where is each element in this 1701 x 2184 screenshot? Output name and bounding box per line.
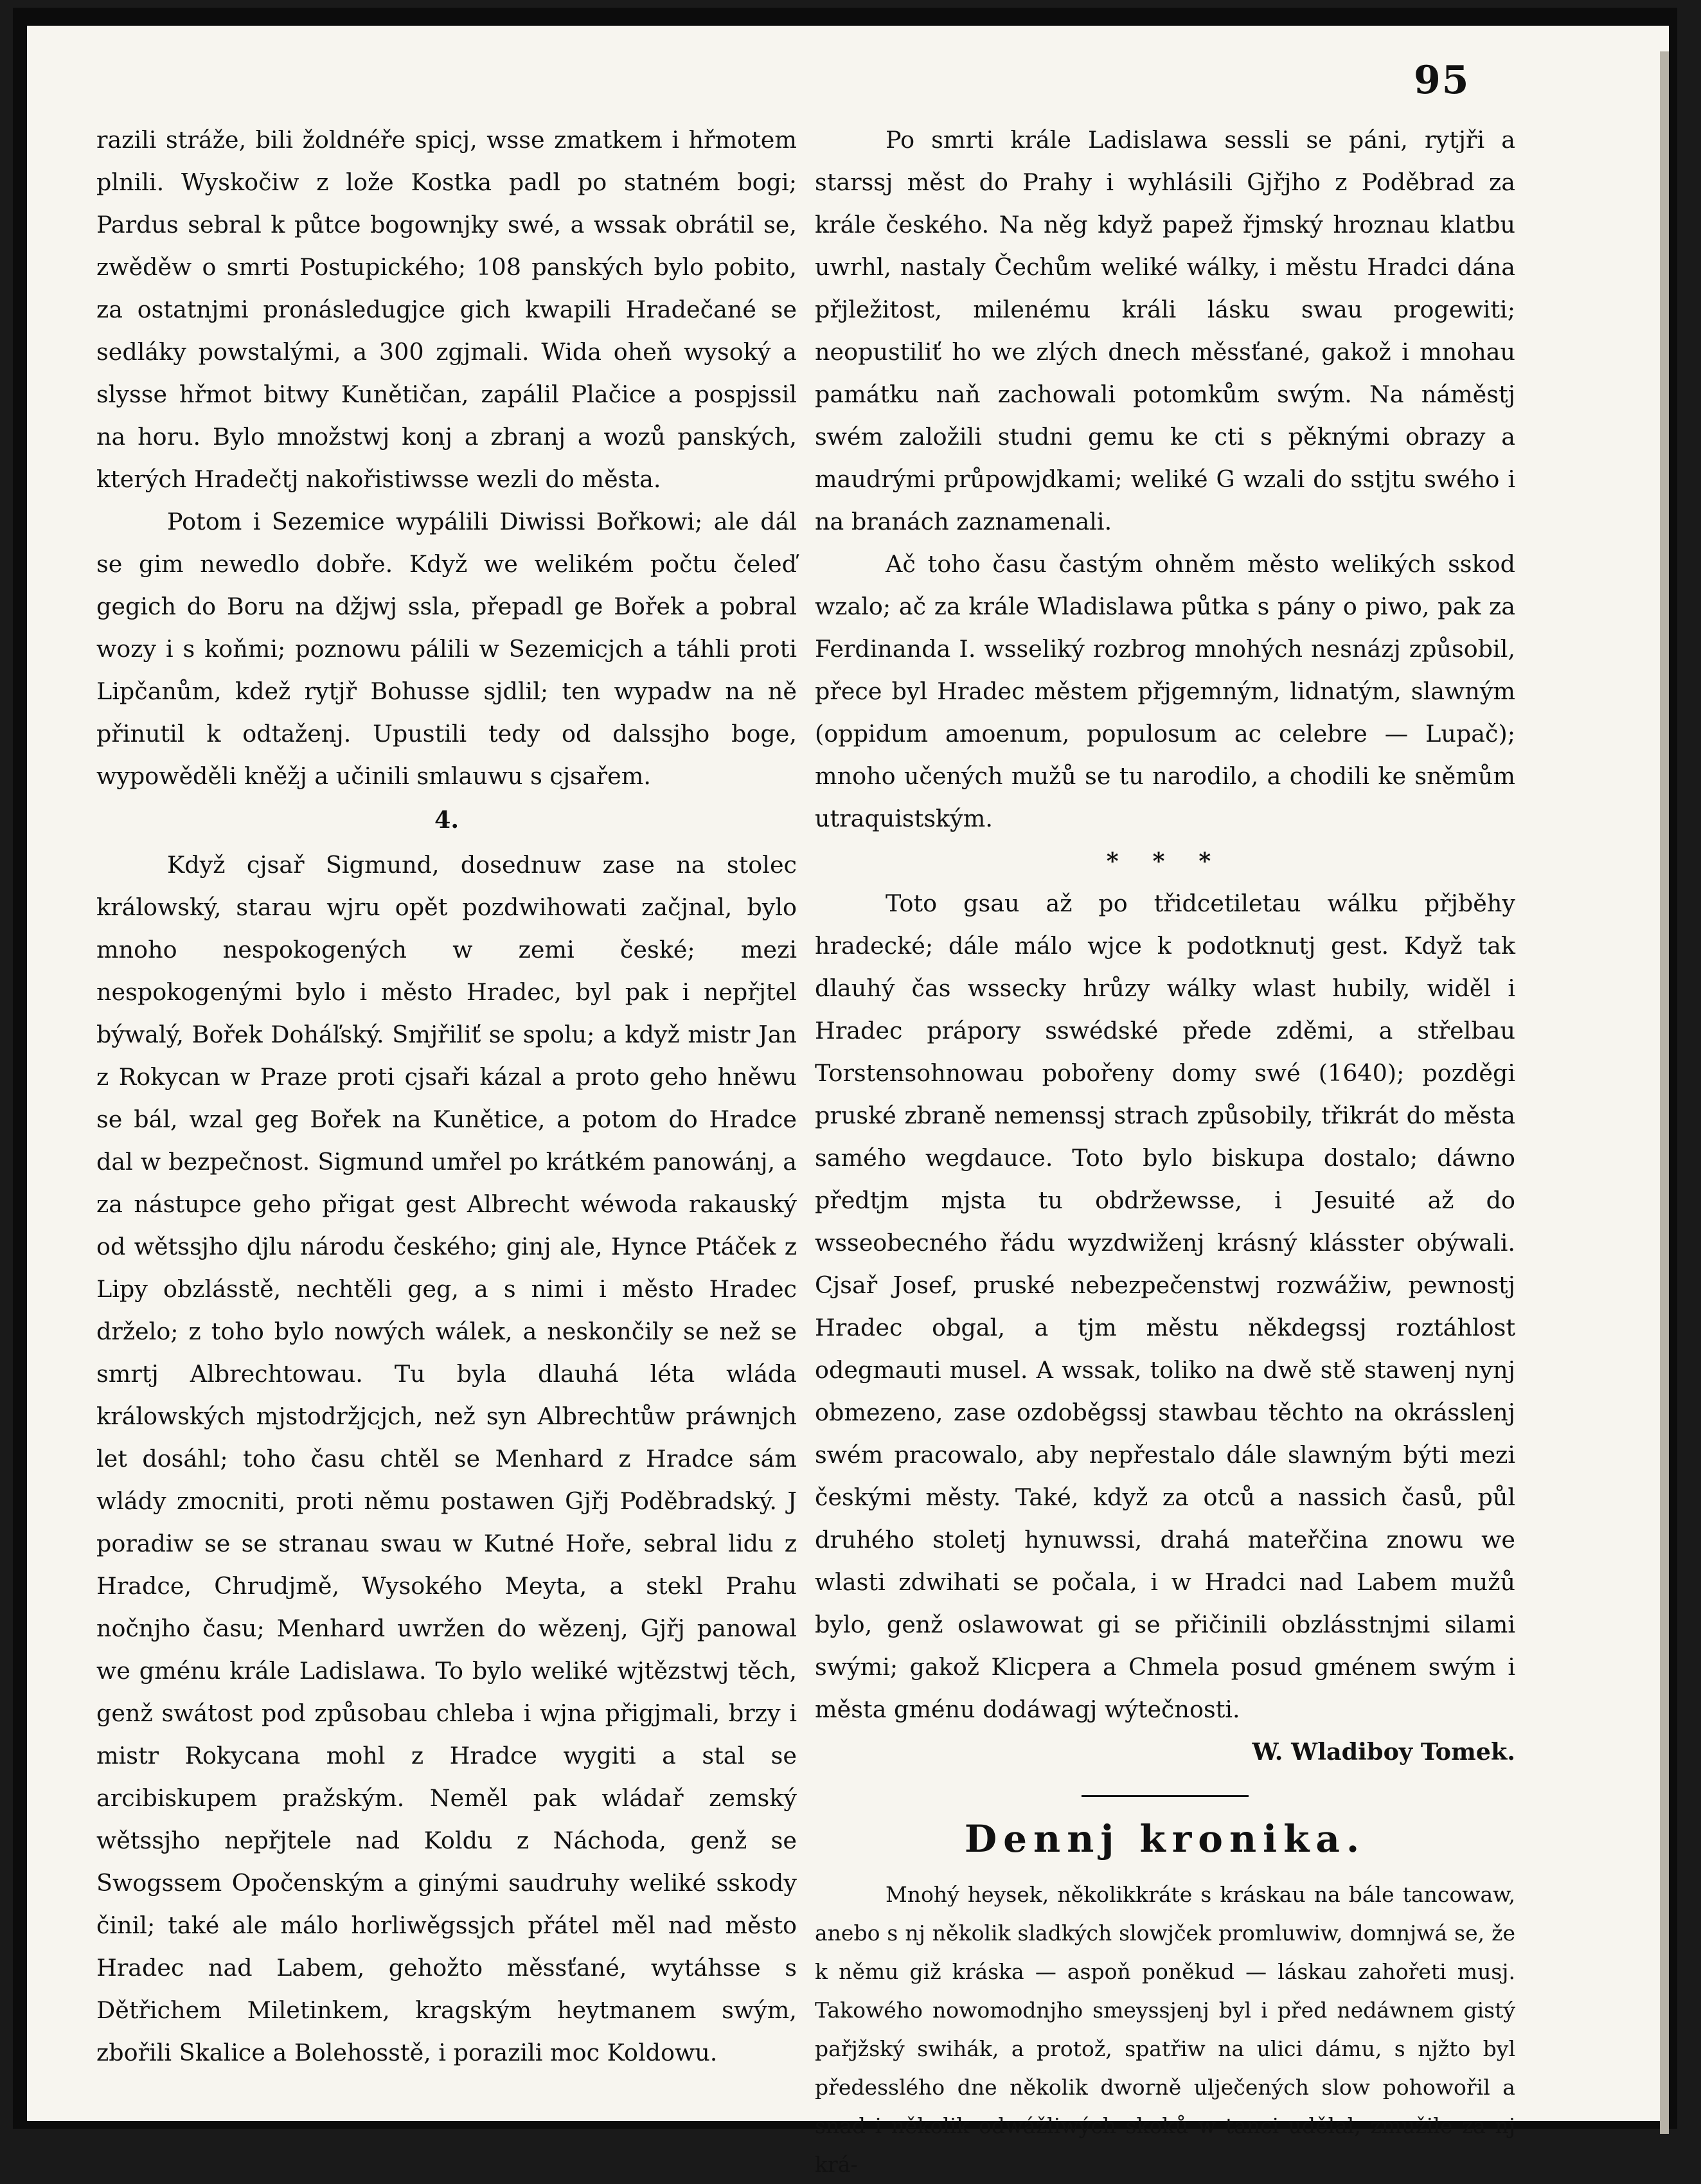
- right-column: [815, 119, 1515, 2184]
- paragraph: Potom i Sezemice wypálili Diwissi Bořkowi; ale dál se gim newedlo dobře. Když we welikém počtu čeleď gegich do Boru na džjwj ssla, přepadl ge Bořek a pobral wozy i s koňmi; poznowu pálili w Sezemicjch a táhli proti Lipčanům, kdež rytjř Bohusse sjdlil; ten wypadw na ně přinutil k odtaženj. Upustili tedy od dalssjho boge, wypowěděli kněžj a učinili smlauwu s cjsařem.: [96, 508, 797, 790]
- paragraph: Po smrti krále Ladislawa sessli se páni, rytjři a starssj měst do Prahy i wyhlásili Gjřjho z Poděbrad za krále českého. Na něg když papež řjmský hroznau klatbu uwrhl, nastaly Čechům weliké wálky, i městu Hradci dána přjležitost, milenému králi lásku swau progewiti; neopustiliť ho we zlých dnech měssťané, gakož i mnohau památku naň zachowali potomkům swým. Na náměstj swém založili studni gemu ke cti s pěknými obrazy a maudrými průpowjdkami; weliké G wzali do sstjtu swého i na branách zaznamenali.: [815, 126, 1515, 535]
- paragraph: razili stráže, bili žoldnéře spicj, wsse zmatkem i hřmotem plnili. Wyskočiw z lože Kostka padl po statném bogi; Pardus sebral k půtce bogownjky swé, a wssak obrátil se, zwěděw o smrti Postupického; 108 panských bylo pobito, za ostatnjmi pronásledugjce gich kwapili Hradečané se sedláky powstalými, a 300 zgjmali. Wida oheň wysoký a slysse hřmot bitwy Kunětičan, zapálil Plačice a pospjssil na horu. Bylo množstwj konj a zbranj a wozů panských, kterých Hradečtj nakořistiwsse wezli do města.: [96, 126, 797, 493]
- page-number: 95: [1414, 58, 1470, 103]
- section-divider-stars: * * *: [1106, 847, 1224, 875]
- left-column: [96, 119, 797, 2074]
- paragraph: Toto gsau až po třidcetiletau wálku přjběhy hradecké; dále málo wjce k podotknutj gest. Když tak dlauhý čas wssecky hrůzy wálky wlast hubily, widěl i Hradec prápory sswédské přede zděmi, a střelbau Torstensohnowau pobořeny domy swé (1640); pozděgi pruské zbraně nemenssj strach způsobily, třikrát do města samého wegdauce. Toto bylo biskupa dostalo; dáwno předtjm mjsta tu obdržewsse, i Jesuité až do wsseobecného řádu wyzdwiženj krásný klásster obýwali. Cjsař Josef, pruské nebezpečenstwj rozwážiw, pewnostj Hradec obgal, a tjm městu někdegssj roztáhlost odegmauti musel. A wssak, toliko na dwě stě stawenj nynj obmezeno, zase ozdoběgssj stawbau těchto na okrásslenj swém pracowalo, aby nepřestalo dále slawným býti mezi českými městy. Také, když za otců a nassich časů, půl druhého stoletj hynuwssi, drahá mateřčina znowu we wlasti zdwihati se počala, i w Hradci nad Labem mužů bylo, genž oslawowat gi se přičinili obzlásstnjmi silami swými; gakož Klicpera a Chmela posud gménem swým i města gménu dodáwagj wýtečnosti.: [815, 890, 1515, 1723]
- paragraph: Ač toho času častým ohněm město welikých sskod wzalo; ač za krále Wladislawa půtka s pány o piwo, pak za Ferdinanda I. wsseliký rozbrog mnohých nesnázj způsobil, přece byl Hradec městem přjgemným, lidnatým, slawným (oppidum amoenum, populosum ac celebre — Lupač); mnoho učených mužů se tu narodilo, a chodili ke sněmům utraquistským.: [815, 550, 1515, 832]
- paragraph: Když cjsař Sigmund, dosednuw zase na stolec králowský, starau wjru opět pozdwihowati začjnal, bylo mnoho nespokogených w zemi české; mezi nespokogenými bylo i město Hradec, byl pak i nepřjtel býwalý, Bořek Doháľský. Smjřiliť se spolu; a když mistr Jan z Rokycan w Praze proti cjsaři kázal a proto geho hněwu se bál, wzal geg Bořek na Kunětice, a potom do Hradce dal w bezpečnost. Sigmund umřel po krátkém panowánj, a za nástupce geho přigat gest Albrecht wéwoda rakauský od wětssjho djlu národu českého; ginj ale, Hynce Ptáček z Lipy obzlásstě, nechtěli geg, a s nimi i město Hradec drželo; z toho bylo nowých wálek, a neskončily se než se smrtj Albrechtowau. Tu byla dlauhá léta wláda králowských mjstodržjcjch, než syn Albrechtůw práwnjch let dosáhl; toho času chtěl se Menhard z Hradce sám wlády zmocniti, proti němu postawen Gjřj Poděbradský. J poradiw se se stranau swau w Kutné Hoře, sebral lidu z Hradce, Chrudjmě, Wysokého Meyta, a stekl Prahu nočnjho času; Menhard uwržen do wězenj, Gjřj panowal we gménu krále Ladislawa. To bylo weliké wjtězstwj těch, genž swátost pod způsobau chleba i wjna přigjmali, brzy i mistr Rokycana mohl z Hradce wygiti a stal se arcibiskupem pražským. Neměl pak wládař zemský wětssjho nepřjtele nad Koldu z Náchoda, genž se Swogssem Opočenským a ginými saudruhy weliké sskody činil; také ale málo horliwěgssjch přátel měl nad město Hradec nad Labem, gehožto měssťané, wytáhsse s Dětřichem Miletinkem, kragským heytmanem swým, zbořili Skalice a Bolehosstě, i porazili moc Koldowu.: [96, 851, 797, 2066]
- section-number: 4.: [434, 806, 459, 834]
- paragraph: Mnohý heysek, několikkráte s kráskau na bále tancowaw, anebo s nj několik sladkých slowjček promluwiw, domnjwá se, že k němu giž kráska — aspoň poněkud — láskau zahořeti musj. Takowého nowomodnjho smeyssjenj byl i před nedáwnem gistý pařjžský swihák, a protož, spatřiw na ulici dámu, s njžto byl předesslého dne několik dworně ulječených slow pohowořil a snad i několik odwážliwých skoků w tanci udělal, zmužile za nj krá-: [815, 1882, 1515, 2177]
- author-signature: W. Wladiboy Tomek.: [1252, 1738, 1515, 1766]
- divider-rule: [1082, 1795, 1249, 1797]
- chronicle-body: [815, 1875, 1515, 2184]
- page-edge: [1660, 51, 1669, 2134]
- chronicle-title: Dennj kronika.: [964, 1817, 1366, 1861]
